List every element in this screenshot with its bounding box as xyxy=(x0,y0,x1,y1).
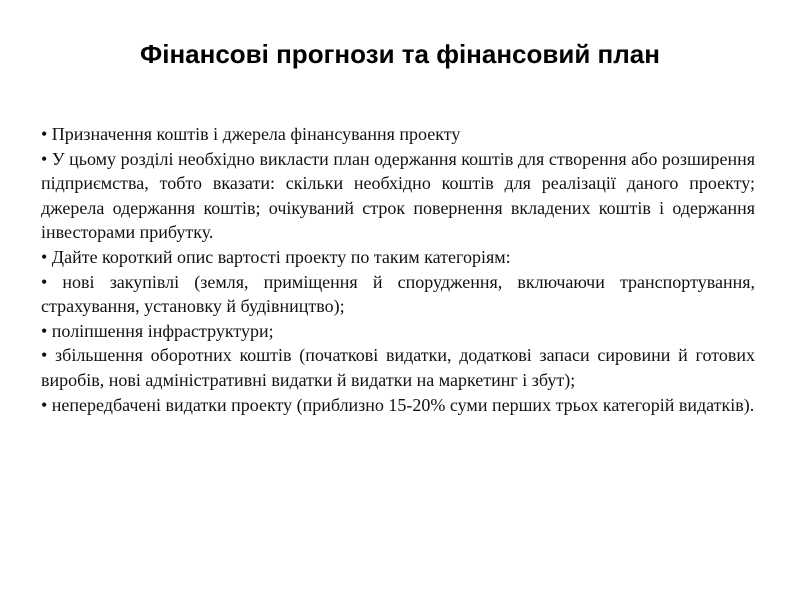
paragraph-new-purchases: • нові закупівлі (земля, приміщення й спорудження, включаючи транспортування, страхування, установку й будівництво); xyxy=(41,271,755,317)
paragraph-infrastructure: • поліпшення інфраструктури; xyxy=(41,320,274,341)
slide-title: Фінансові прогнози та фінансовий план xyxy=(140,39,660,69)
paragraph-contingency: • непередбачені видатки проекту (приблизно 15-20% суми перших трьох категорій видатків). xyxy=(41,394,755,415)
slide-body xyxy=(41,122,755,417)
paragraph-working-capital: • збільшення оборотних коштів (початкові видатки, додаткові запаси сировини й готових виробів, нові адміністративні видатки й видатки на маркетинг і збут); xyxy=(41,345,755,390)
paragraph-purpose: • Призначення коштів і джерела фінансування проекту xyxy=(41,124,461,144)
paragraph-funding-plan: • У цьому розділі необхідно викласти план одержання коштів для створення або розширення підприємства, тобто вказати: скільки необхідно коштів для реалізації даного проекту; джерела одержання коштів; очікуваний строк повернення вкладених коштів і одержання інвесторами прибутку. xyxy=(41,148,755,243)
paragraph-cost-categories: • Дайте короткий опис вартості проекту по таким категоріям: xyxy=(41,246,511,267)
